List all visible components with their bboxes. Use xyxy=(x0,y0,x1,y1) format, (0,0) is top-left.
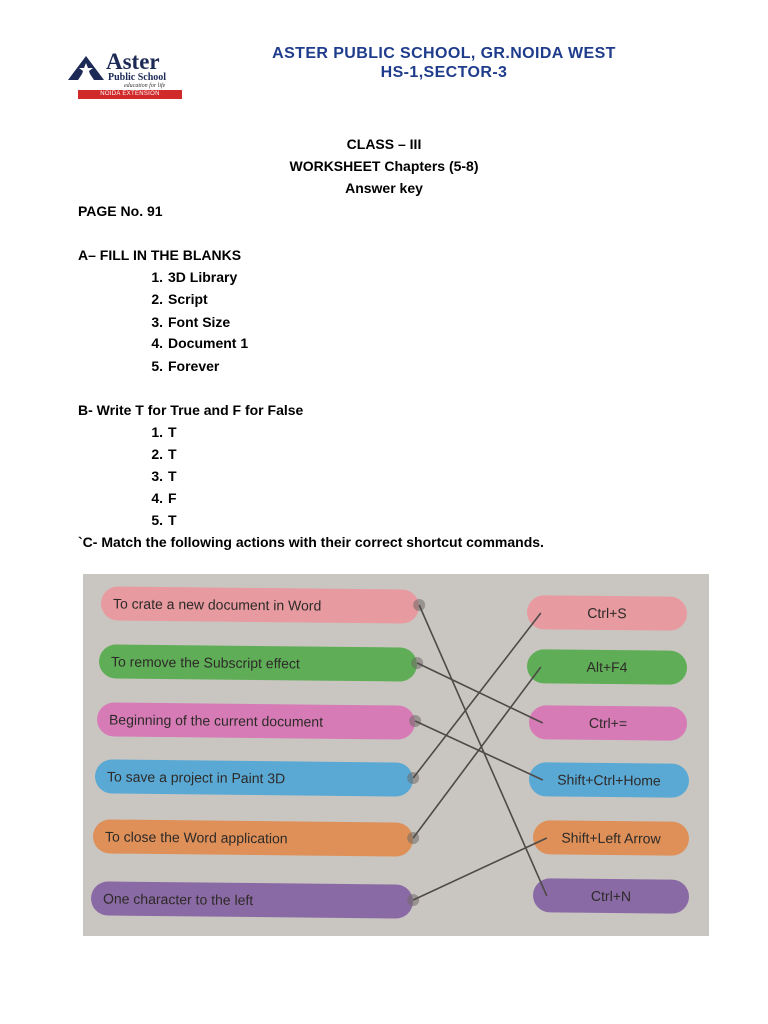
list-item: T xyxy=(168,468,177,484)
list-item-number: 1. xyxy=(151,424,163,440)
match-line xyxy=(417,663,543,723)
logo-subtitle: Public School xyxy=(108,72,167,83)
section-a-title: A– FILL IN THE BLANKS xyxy=(78,247,242,263)
list-item-number: 3. xyxy=(151,314,163,330)
list-item-number: 5. xyxy=(151,512,163,528)
list-item-number: 1. xyxy=(151,269,163,285)
list-item: F xyxy=(168,490,177,506)
shortcut-pill: Ctrl+N xyxy=(533,878,689,914)
list-item: T xyxy=(168,512,177,528)
match-line xyxy=(413,838,547,900)
page-number: PAGE No. 91 xyxy=(78,203,163,219)
list-item-number: 4. xyxy=(151,490,163,506)
school-logo xyxy=(66,50,188,102)
action-pill: To close the Word application xyxy=(93,819,413,856)
list-item: 3D Library xyxy=(168,269,238,285)
shortcut-pill: Alt+F4 xyxy=(527,649,687,685)
list-item: Forever xyxy=(168,358,220,374)
list-item: Document 1 xyxy=(168,335,249,351)
shortcut-pill: Shift+Left Arrow xyxy=(533,820,689,856)
answer-key-heading: Answer key xyxy=(345,180,423,196)
list-item: T xyxy=(168,446,177,462)
matching-exercise-photo xyxy=(83,574,709,936)
logo-tagline: education for life xyxy=(124,83,166,89)
list-item-number: 2. xyxy=(151,291,163,307)
action-pill: Beginning of the current document xyxy=(97,702,415,739)
action-pill: To save a project in Paint 3D xyxy=(95,759,413,796)
action-pill: To remove the Subscript effect xyxy=(99,644,417,681)
section-c-title: `C- Match the following actions with their correct shortcut commands. xyxy=(78,534,544,550)
class-heading: CLASS – III xyxy=(346,136,422,152)
shortcut-pill: Ctrl+= xyxy=(529,705,687,741)
action-pill: To crate a new document in Word xyxy=(101,586,419,623)
list-item-number: 5. xyxy=(151,358,163,374)
logo-band: NOIDA EXTENSION xyxy=(78,90,182,99)
section-b-title: B- Write T for True and F for False xyxy=(78,402,304,418)
star-logo-icon xyxy=(66,54,106,82)
list-item: Font Size xyxy=(168,314,231,330)
action-pill: One character to the left xyxy=(91,881,413,918)
list-item-number: 2. xyxy=(151,446,163,462)
shortcut-pill: Ctrl+S xyxy=(527,595,687,631)
list-item: Script xyxy=(168,291,208,307)
list-item-number: 3. xyxy=(151,468,163,484)
logo-name: Aster xyxy=(106,49,160,74)
school-name: ASTER PUBLIC SCHOOL, GR.NOIDA WEST xyxy=(272,45,616,62)
match-line xyxy=(419,605,547,896)
school-address: HS-1,SECTOR-3 xyxy=(380,64,508,81)
list-item-number: 4. xyxy=(151,335,163,351)
match-lines xyxy=(83,574,709,936)
shortcut-pill: Shift+Ctrl+Home xyxy=(529,762,689,798)
worksheet-heading: WORKSHEET Chapters (5-8) xyxy=(289,158,479,174)
list-item: T xyxy=(168,424,177,440)
